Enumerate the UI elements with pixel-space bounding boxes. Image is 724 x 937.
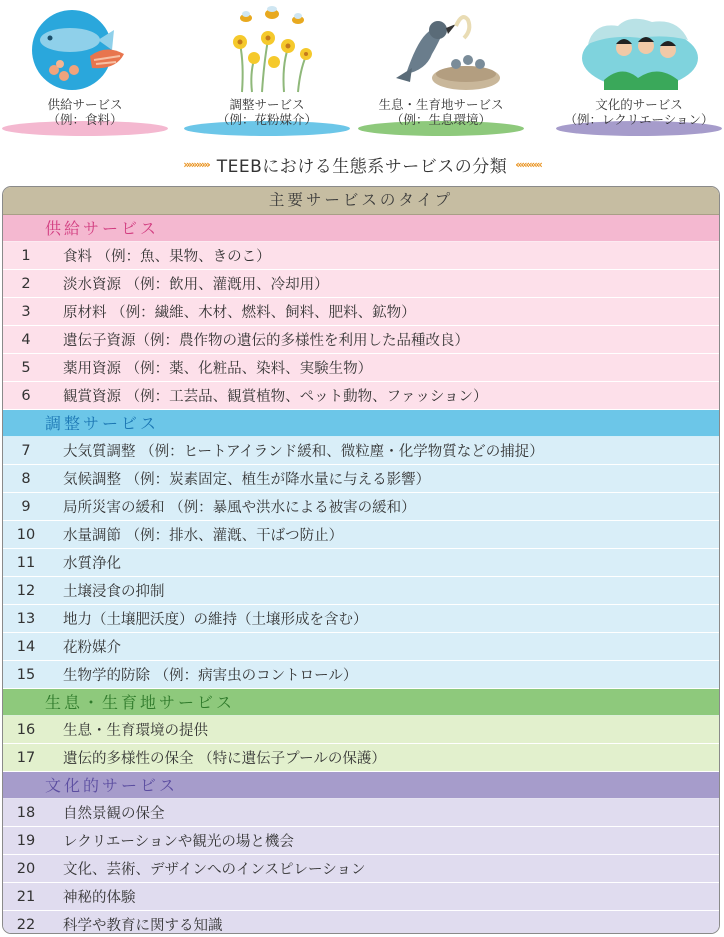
cultural-card <box>554 0 724 140</box>
row-number: 15 <box>16 666 36 683</box>
habitat-label: 生息・生育地サービス （例：生息環境） <box>378 97 504 127</box>
row-number: 2 <box>21 275 31 292</box>
row-number: 1 <box>21 247 31 264</box>
habitat-card <box>356 0 526 140</box>
row-number: 14 <box>16 638 36 655</box>
row-text: 食料 （例：魚、果物、きのこ） <box>63 249 271 265</box>
row-number: 4 <box>21 331 31 348</box>
row-text: 地力（土壌肥沃度）の維持（土壌形成を含む） <box>63 612 368 628</box>
category-provisioning: 供給サービス <box>3 215 719 242</box>
table-row <box>3 716 719 744</box>
row-text: 自然景観の保全 <box>63 806 165 822</box>
regulating-label: 調整サービス （例：花粉媒介） <box>216 97 317 127</box>
table-row <box>3 521 719 549</box>
service-icons <box>0 0 724 140</box>
row-text: 文化、芸術、デザインへのインスピレーション <box>63 862 366 878</box>
row-number: 19 <box>16 832 36 849</box>
table-row <box>3 661 719 689</box>
table-row <box>3 855 719 883</box>
provisioning-card <box>0 0 170 140</box>
table-row <box>3 270 719 298</box>
hot-spring-icon <box>574 4 704 96</box>
row-number: 10 <box>16 526 36 543</box>
row-number: 9 <box>21 498 31 515</box>
row-number: 8 <box>21 470 31 487</box>
service-table <box>2 186 720 934</box>
table-row <box>3 883 719 911</box>
row-text: 原材料 （例：繊維、木材、燃料、飼料、肥料、鉱物） <box>63 305 416 321</box>
row-text: 花粉媒介 <box>63 640 121 656</box>
table-row <box>3 799 719 827</box>
heading-text: TEEBにおける生態系サービスの分類 <box>216 156 508 177</box>
row-number: 11 <box>16 554 36 571</box>
table-row <box>3 911 719 934</box>
table-row <box>3 633 719 661</box>
category-habitat: 生息・生育地サービス <box>3 689 719 716</box>
table-row <box>3 493 719 521</box>
row-number: 6 <box>21 387 31 404</box>
figure-heading <box>0 150 724 178</box>
row-number: 16 <box>16 721 36 738</box>
row-number: 17 <box>16 749 36 766</box>
cultural-label: 文化的サービス （例：レクリエーション） <box>564 97 714 127</box>
table-row <box>3 465 719 493</box>
row-text: 遺伝子資源（例：農作物の遺伝的多様性を利用した品種改良） <box>63 333 469 349</box>
table-row <box>3 298 719 326</box>
row-text: 気候調整 （例：炭素固定、植生が降水量に与える影響） <box>63 472 431 488</box>
category-regulating: 調整サービス <box>3 410 719 437</box>
table-row <box>3 744 719 772</box>
table-row <box>3 549 719 577</box>
row-text: 大気質調整 （例：ヒートアイランド緩和、微粒塵・化学物質などの捕捉） <box>63 444 544 460</box>
table-row <box>3 242 719 270</box>
table-row <box>3 382 719 410</box>
table-row <box>3 326 719 354</box>
table-header: 主要サービスのタイプ <box>3 187 719 215</box>
bee-flower-icon <box>202 4 332 96</box>
category-cultural: 文化的サービス <box>3 772 719 799</box>
right-arrow-icon: »»»»» <box>183 157 209 171</box>
row-text: 薬用資源 （例：薬、化粧品、染料、実験生物） <box>63 361 373 377</box>
provisioning-label: 供給サービス （例：食料） <box>47 97 123 127</box>
row-text: 観賞資源 （例：工芸品、観賞植物、ペット動物、ファッション） <box>63 389 488 405</box>
row-number: 5 <box>21 359 31 376</box>
row-text: 生物学的防除 （例：病害虫のコントロール） <box>63 668 358 684</box>
row-number: 12 <box>16 582 36 599</box>
row-number: 18 <box>16 804 36 821</box>
table-row <box>3 827 719 855</box>
row-text: 淡水資源 （例：飲用、灌漑用、冷却用） <box>63 277 329 293</box>
fish-food-icon <box>20 4 150 96</box>
regulating-card <box>182 0 352 140</box>
table-row <box>3 577 719 605</box>
row-text: 局所災害の緩和 （例：暴風や洪水による被害の緩和） <box>63 500 416 516</box>
row-text: 生息・生育環境の提供 <box>63 723 208 739</box>
row-text: 水量調節 （例：排水、灌漑、干ばつ防止） <box>63 528 344 544</box>
row-text: 水質浄化 <box>63 556 121 572</box>
table-row <box>3 605 719 633</box>
row-number: 20 <box>16 860 36 877</box>
left-arrow-icon: ««««« <box>515 157 541 171</box>
row-number: 7 <box>21 442 31 459</box>
row-number: 13 <box>16 610 36 627</box>
row-text: 遺伝的多様性の保全 （特に遺伝子プールの保護） <box>63 751 386 767</box>
table-row <box>3 437 719 465</box>
row-number: 21 <box>16 888 36 905</box>
bird-nest-icon <box>376 4 506 96</box>
row-number: 3 <box>21 303 31 320</box>
row-text: レクリエーションや観光の場と機会 <box>63 834 294 850</box>
row-text: 科学や教育に関する知識 <box>63 918 223 934</box>
row-text: 土壌浸食の抑制 <box>63 584 165 600</box>
row-text: 神秘的体験 <box>63 890 136 906</box>
table-row <box>3 354 719 382</box>
row-number: 22 <box>16 916 36 933</box>
